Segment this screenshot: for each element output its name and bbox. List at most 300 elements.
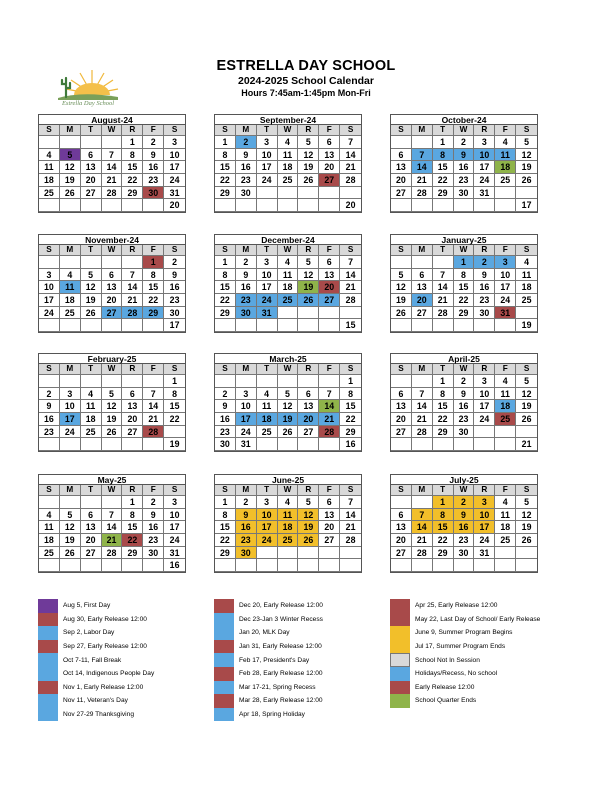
day-cell: 21 — [340, 521, 361, 534]
weekday-header: R — [298, 245, 319, 256]
empty-cell — [236, 375, 257, 388]
legend-item — [214, 653, 323, 667]
empty-cell — [391, 496, 412, 509]
day-cell: 5 — [298, 496, 319, 509]
weekday-header: W — [278, 125, 299, 136]
day-cell: 17 — [164, 521, 185, 534]
day-cell: 7 — [319, 388, 340, 401]
weekday-header: R — [474, 125, 495, 136]
legend-swatch — [390, 626, 410, 640]
empty-cell — [391, 136, 412, 149]
day-cell: 20 — [391, 413, 412, 426]
empty-cell — [39, 559, 60, 572]
day-cell: 30 — [236, 307, 257, 320]
month-grid — [39, 485, 185, 572]
day-cell: 5 — [60, 509, 81, 522]
school-days-count: 19 — [516, 319, 537, 332]
day-cell: 19 — [516, 161, 537, 174]
day-cell: 24 — [257, 294, 278, 307]
day-cell: 24 — [474, 534, 495, 547]
day-cell: 11 — [278, 149, 299, 162]
day-cell: 31 — [236, 438, 257, 451]
day-cell: 18 — [39, 174, 60, 187]
day-cell: 7 — [340, 256, 361, 269]
day-cell: 30 — [474, 307, 495, 320]
day-cell: 3 — [164, 496, 185, 509]
legend-column — [214, 599, 323, 721]
day-cell: 14 — [412, 161, 433, 174]
day-cell: 19 — [60, 534, 81, 547]
day-cell: 23 — [454, 534, 475, 547]
weekday-header: M — [236, 125, 257, 136]
day-cell: 31 — [474, 187, 495, 200]
legend-label: Jul 17, Summer Program Ends — [415, 643, 506, 651]
weekday-header: F — [495, 364, 516, 375]
legend-label: May 22, Last Day of School/ Early Release — [415, 615, 541, 623]
day-cell: 26 — [278, 426, 299, 439]
empty-cell — [81, 136, 102, 149]
school-days-count: 20 — [164, 199, 185, 212]
empty-cell — [60, 256, 81, 269]
weekday-header: M — [236, 364, 257, 375]
day-cell: 12 — [102, 400, 123, 413]
school-days-count: 17 — [516, 199, 537, 212]
empty-cell — [102, 438, 123, 451]
weekday-header: W — [454, 364, 475, 375]
day-cell: 3 — [474, 136, 495, 149]
legend-swatch — [214, 640, 234, 654]
weekday-header: T — [81, 125, 102, 136]
day-cell: 23 — [143, 534, 164, 547]
weekday-header: W — [278, 364, 299, 375]
day-cell: 12 — [516, 509, 537, 522]
legend-item — [38, 613, 154, 627]
month-calendar — [38, 114, 186, 213]
legend-label: Apr 18, Spring Holiday — [239, 711, 305, 719]
day-cell: 4 — [257, 388, 278, 401]
day-cell: 24 — [236, 426, 257, 439]
day-cell: 7 — [102, 509, 123, 522]
weekday-header: W — [454, 125, 475, 136]
day-cell: 17 — [257, 161, 278, 174]
empty-cell — [257, 375, 278, 388]
weekday-header: T — [257, 485, 278, 496]
empty-cell — [102, 256, 123, 269]
weekday-header: S — [340, 125, 361, 136]
day-cell: 17 — [474, 521, 495, 534]
weekday-header: T — [257, 245, 278, 256]
legend-swatch — [390, 613, 410, 627]
day-cell: 27 — [298, 426, 319, 439]
day-cell: 3 — [164, 136, 185, 149]
day-cell: 1 — [164, 375, 185, 388]
day-cell: 19 — [391, 294, 412, 307]
legend-label: Sep 2, Labor Day — [63, 629, 115, 637]
day-cell: 17 — [495, 281, 516, 294]
empty-cell — [319, 319, 340, 332]
day-cell: 22 — [215, 534, 236, 547]
day-cell: 22 — [454, 294, 475, 307]
legend-item — [214, 667, 323, 681]
empty-cell — [39, 375, 60, 388]
legend-swatch — [390, 653, 410, 667]
weekday-header: F — [495, 125, 516, 136]
weekday-header: W — [278, 245, 299, 256]
empty-cell — [143, 375, 164, 388]
day-cell: 26 — [81, 307, 102, 320]
empty-cell — [412, 136, 433, 149]
day-cell: 11 — [60, 281, 81, 294]
legend-swatch — [390, 694, 410, 708]
month-title: December-24 — [215, 235, 361, 245]
day-cell: 20 — [298, 413, 319, 426]
day-cell: 9 — [164, 269, 185, 282]
day-cell: 31 — [164, 187, 185, 200]
empty-cell — [143, 199, 164, 212]
day-cell: 14 — [340, 149, 361, 162]
day-cell: 7 — [122, 269, 143, 282]
empty-cell — [257, 559, 278, 572]
day-cell: 5 — [516, 375, 537, 388]
weekday-header: T — [433, 125, 454, 136]
sun-cactus-logo-icon — [52, 64, 124, 102]
weekday-header: R — [122, 245, 143, 256]
day-cell: 9 — [236, 269, 257, 282]
day-cell: 30 — [164, 307, 185, 320]
day-cell: 6 — [81, 149, 102, 162]
day-cell: 5 — [516, 136, 537, 149]
day-cell: 30 — [143, 187, 164, 200]
weekday-header: T — [81, 364, 102, 375]
day-cell: 10 — [236, 400, 257, 413]
day-cell: 6 — [298, 388, 319, 401]
day-cell: 26 — [298, 174, 319, 187]
day-cell: 21 — [340, 161, 361, 174]
day-cell: 25 — [516, 294, 537, 307]
weekday-header: R — [122, 485, 143, 496]
empty-cell — [257, 438, 278, 451]
day-cell: 9 — [143, 509, 164, 522]
day-cell: 28 — [340, 174, 361, 187]
day-cell: 10 — [39, 281, 60, 294]
day-cell: 2 — [164, 256, 185, 269]
legend-label: Feb 17, President's Day — [239, 656, 310, 664]
day-cell: 2 — [454, 375, 475, 388]
logo-text: Estrella Day School — [61, 100, 115, 107]
legend-item — [38, 640, 154, 654]
day-cell: 18 — [495, 400, 516, 413]
legend-item — [390, 694, 540, 708]
day-cell: 23 — [236, 294, 257, 307]
legend-column — [390, 599, 540, 708]
day-cell: 15 — [122, 161, 143, 174]
day-cell: 23 — [143, 174, 164, 187]
day-cell: 21 — [412, 534, 433, 547]
empty-cell — [257, 547, 278, 560]
legend-swatch — [214, 681, 234, 695]
legend-item — [390, 599, 540, 613]
legend-label: Sep 27, Early Release 12:00 — [63, 643, 147, 651]
day-cell: 15 — [164, 400, 185, 413]
empty-cell — [340, 307, 361, 320]
weekday-header: W — [102, 364, 123, 375]
weekday-header: M — [60, 125, 81, 136]
day-cell: 1 — [215, 256, 236, 269]
legend-swatch — [390, 667, 410, 681]
day-cell: 1 — [143, 256, 164, 269]
day-cell: 2 — [454, 496, 475, 509]
day-cell: 11 — [278, 269, 299, 282]
empty-cell — [516, 307, 537, 320]
legend-item — [390, 613, 540, 627]
empty-cell — [298, 438, 319, 451]
weekday-header: T — [81, 245, 102, 256]
day-cell: 16 — [164, 281, 185, 294]
legend-label: Dec 20, Early Release 12:00 — [239, 602, 323, 610]
empty-cell — [454, 438, 475, 451]
day-cell: 13 — [81, 161, 102, 174]
empty-cell — [102, 375, 123, 388]
empty-cell — [298, 187, 319, 200]
weekday-header: S — [39, 485, 60, 496]
weekday-header: F — [495, 245, 516, 256]
legend-item — [38, 599, 154, 613]
month-title: April-25 — [391, 354, 537, 364]
day-cell: 24 — [257, 174, 278, 187]
day-cell: 4 — [39, 509, 60, 522]
empty-cell — [516, 547, 537, 560]
legend-label: June 9, Summer Program Begins — [415, 629, 513, 637]
school-days-count: 19 — [164, 438, 185, 451]
month-title: February-25 — [39, 354, 185, 364]
day-cell: 17 — [236, 413, 257, 426]
empty-cell — [319, 199, 340, 212]
month-grid — [391, 364, 537, 451]
day-cell: 24 — [474, 174, 495, 187]
day-cell: 6 — [391, 149, 412, 162]
school-days-count: 20 — [340, 199, 361, 212]
empty-cell — [319, 375, 340, 388]
day-cell: 13 — [319, 269, 340, 282]
legend-item — [390, 667, 540, 681]
legend-column — [38, 599, 154, 721]
empty-cell — [215, 559, 236, 572]
day-cell: 3 — [474, 375, 495, 388]
weekday-header: S — [391, 485, 412, 496]
empty-cell — [60, 438, 81, 451]
empty-cell — [278, 559, 299, 572]
empty-cell — [60, 375, 81, 388]
empty-cell — [495, 547, 516, 560]
day-cell: 29 — [454, 307, 475, 320]
weekday-header: S — [215, 245, 236, 256]
day-cell: 6 — [122, 388, 143, 401]
day-cell: 15 — [215, 161, 236, 174]
legend-label: Holidays/Recess, No school — [415, 670, 498, 678]
legend-swatch — [38, 613, 58, 627]
day-cell: 25 — [39, 187, 60, 200]
weekday-header: F — [319, 245, 340, 256]
day-cell: 28 — [433, 307, 454, 320]
empty-cell — [391, 199, 412, 212]
legend-swatch — [214, 653, 234, 667]
weekday-header: T — [433, 485, 454, 496]
weekday-header: F — [319, 485, 340, 496]
empty-cell — [298, 547, 319, 560]
empty-cell — [319, 187, 340, 200]
day-cell: 12 — [298, 149, 319, 162]
day-cell: 26 — [102, 426, 123, 439]
empty-cell — [39, 256, 60, 269]
day-cell: 25 — [495, 413, 516, 426]
day-cell: 21 — [143, 413, 164, 426]
day-cell: 26 — [391, 307, 412, 320]
empty-cell — [60, 496, 81, 509]
weekday-header: M — [60, 245, 81, 256]
empty-cell — [122, 559, 143, 572]
legend-item — [214, 708, 323, 722]
day-cell: 22 — [340, 413, 361, 426]
day-cell: 20 — [81, 534, 102, 547]
weekday-header: M — [412, 485, 433, 496]
legend-label: Dec 23-Jan 3 Winter Recess — [239, 615, 323, 623]
day-cell: 11 — [495, 509, 516, 522]
empty-cell — [298, 559, 319, 572]
month-title: June-25 — [215, 475, 361, 485]
empty-cell — [340, 187, 361, 200]
month-title: January-25 — [391, 235, 537, 245]
school-logo — [52, 64, 124, 110]
month-grid — [391, 125, 537, 212]
day-cell: 17 — [474, 161, 495, 174]
day-cell: 7 — [433, 269, 454, 282]
day-cell: 16 — [143, 161, 164, 174]
day-cell: 11 — [495, 388, 516, 401]
day-cell: 8 — [215, 269, 236, 282]
empty-cell — [474, 426, 495, 439]
day-cell: 28 — [319, 426, 340, 439]
day-cell: 11 — [278, 509, 299, 522]
day-cell: 19 — [278, 413, 299, 426]
empty-cell — [391, 559, 412, 572]
day-cell: 15 — [340, 400, 361, 413]
empty-cell — [236, 559, 257, 572]
day-cell: 17 — [474, 400, 495, 413]
day-cell: 13 — [102, 281, 123, 294]
legend-item — [38, 667, 154, 681]
day-cell: 26 — [516, 413, 537, 426]
day-cell: 8 — [215, 509, 236, 522]
day-cell: 4 — [39, 149, 60, 162]
weekday-header: M — [412, 245, 433, 256]
empty-cell — [122, 375, 143, 388]
legend-label: Oct 14, Indigenous People Day — [63, 670, 155, 678]
day-cell: 19 — [516, 521, 537, 534]
empty-cell — [433, 559, 454, 572]
day-cell: 10 — [474, 149, 495, 162]
day-cell: 6 — [319, 136, 340, 149]
empty-cell — [143, 319, 164, 332]
empty-cell — [102, 319, 123, 332]
empty-cell — [412, 199, 433, 212]
day-cell: 4 — [278, 496, 299, 509]
weekday-header: S — [391, 125, 412, 136]
day-cell: 4 — [278, 256, 299, 269]
empty-cell — [102, 496, 123, 509]
empty-cell — [236, 199, 257, 212]
day-cell: 1 — [340, 375, 361, 388]
legend-swatch — [38, 626, 58, 640]
weekday-header: S — [340, 364, 361, 375]
legend-swatch — [214, 599, 234, 613]
day-cell: 23 — [39, 426, 60, 439]
day-cell: 14 — [412, 400, 433, 413]
day-cell: 18 — [60, 294, 81, 307]
day-cell: 12 — [391, 281, 412, 294]
empty-cell — [412, 375, 433, 388]
empty-cell — [81, 256, 102, 269]
day-cell: 26 — [298, 534, 319, 547]
day-cell: 8 — [433, 509, 454, 522]
legend-label: Nov 27-29 Thanksgiving — [63, 711, 134, 719]
legend-item — [214, 599, 323, 613]
day-cell: 26 — [60, 187, 81, 200]
day-cell: 10 — [257, 149, 278, 162]
day-cell: 27 — [391, 187, 412, 200]
day-cell: 8 — [122, 149, 143, 162]
month-calendar — [390, 114, 538, 213]
day-cell: 28 — [340, 534, 361, 547]
day-cell: 24 — [60, 426, 81, 439]
day-cell: 30 — [236, 547, 257, 560]
day-cell: 13 — [391, 521, 412, 534]
weekday-header: T — [81, 485, 102, 496]
day-cell: 2 — [143, 136, 164, 149]
day-cell: 7 — [143, 388, 164, 401]
day-cell: 18 — [257, 413, 278, 426]
empty-cell — [60, 199, 81, 212]
legend-swatch — [38, 640, 58, 654]
weekday-header: S — [164, 245, 185, 256]
empty-cell — [412, 559, 433, 572]
day-cell: 22 — [122, 534, 143, 547]
day-cell: 20 — [319, 281, 340, 294]
weekday-header: S — [340, 245, 361, 256]
day-cell: 6 — [319, 496, 340, 509]
day-cell: 17 — [164, 161, 185, 174]
weekday-header: W — [102, 125, 123, 136]
day-cell: 20 — [102, 294, 123, 307]
school-hours: Hours 7:45am-1:45pm Mon-Fri — [241, 88, 371, 98]
day-cell: 1 — [454, 256, 475, 269]
day-cell: 18 — [495, 161, 516, 174]
day-cell: 16 — [454, 521, 475, 534]
weekday-header: R — [474, 245, 495, 256]
empty-cell — [495, 438, 516, 451]
weekday-header: W — [454, 485, 475, 496]
day-cell: 10 — [164, 149, 185, 162]
day-cell: 13 — [81, 521, 102, 534]
weekday-header: R — [298, 125, 319, 136]
legend-swatch — [390, 640, 410, 654]
day-cell: 20 — [391, 174, 412, 187]
month-calendar — [214, 114, 362, 213]
day-cell: 19 — [81, 294, 102, 307]
weekday-header: S — [516, 125, 537, 136]
day-cell: 7 — [412, 388, 433, 401]
day-cell: 27 — [391, 426, 412, 439]
legend-label: Mar 28, Early Release 12:00 — [239, 697, 323, 705]
